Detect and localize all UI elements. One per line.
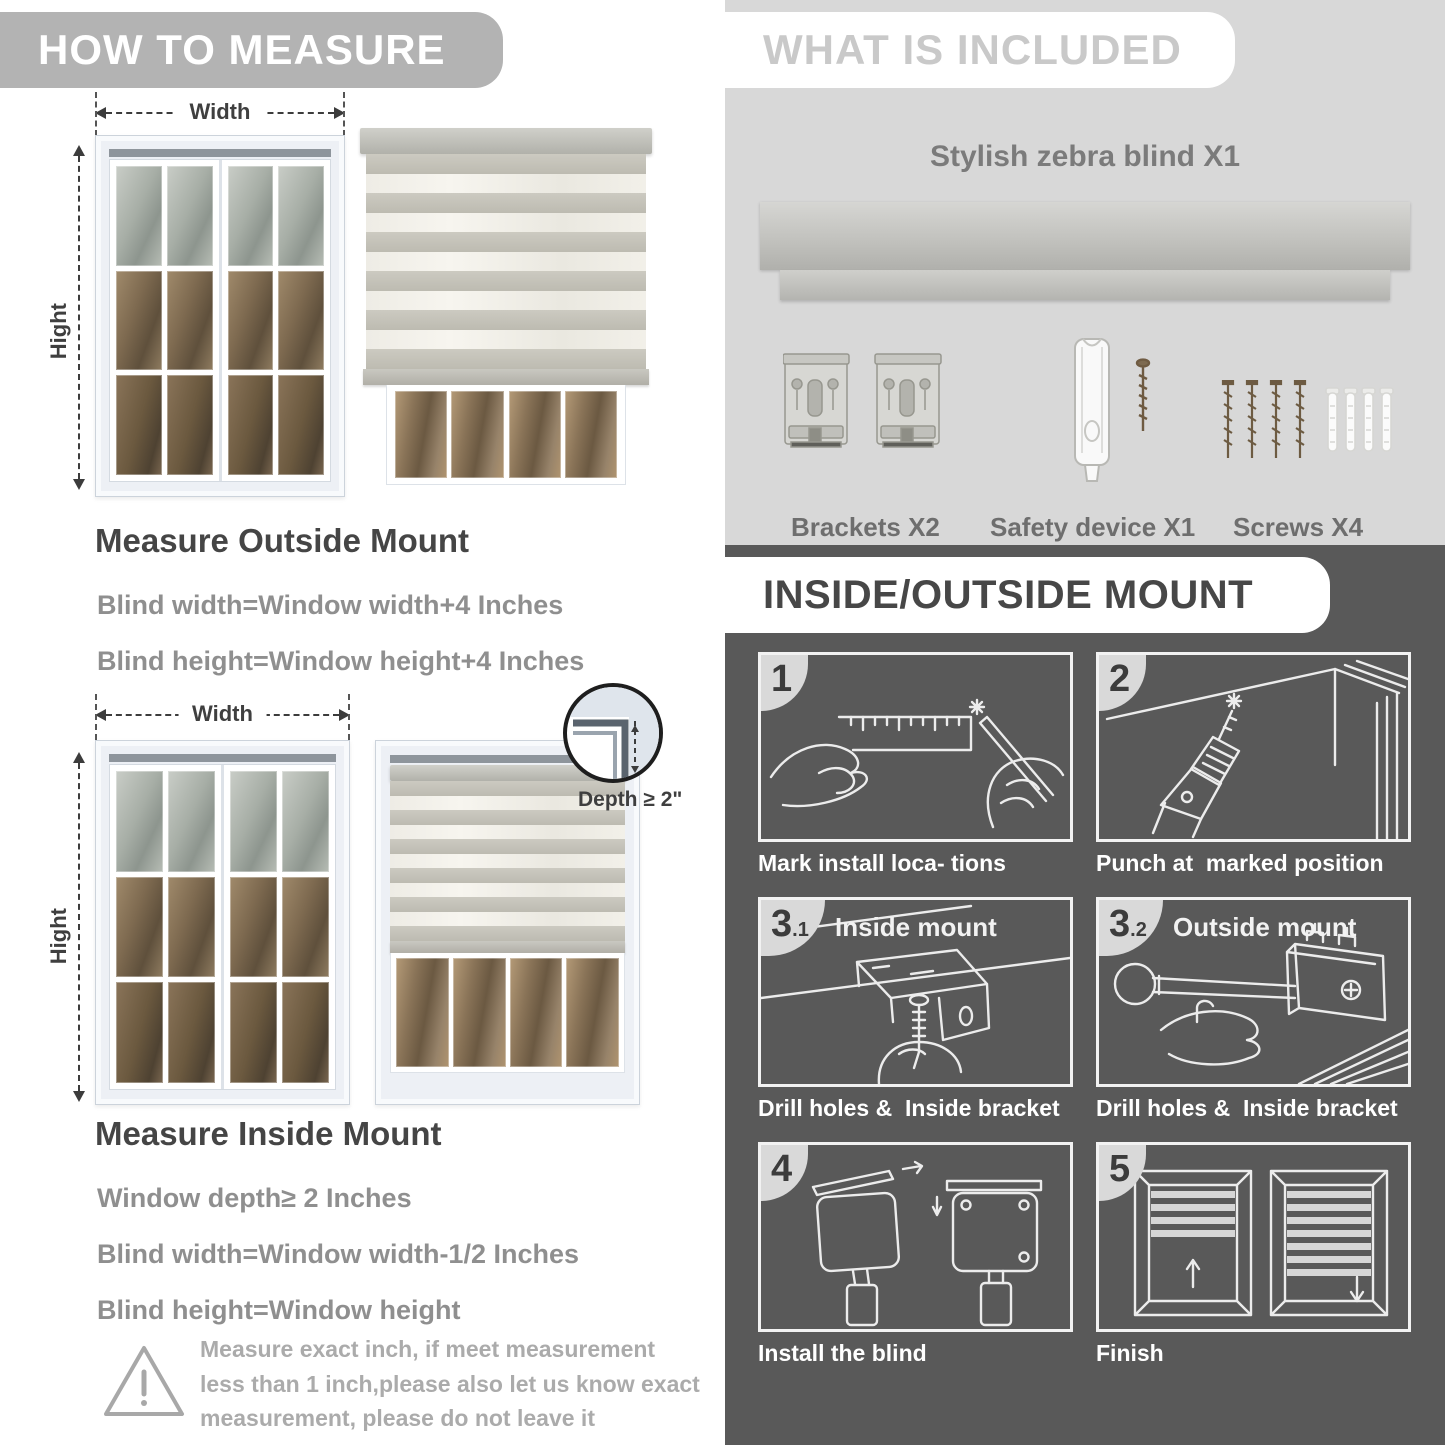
step-5-tile xyxy=(1096,1142,1411,1367)
finish-blinds-illustration xyxy=(1099,1145,1408,1329)
blind-solid-stripe xyxy=(366,310,646,330)
inside-mount-line: Window depth≥ 2 Inches xyxy=(97,1183,412,1213)
mount-instructions-panel xyxy=(725,545,1445,1445)
window-pane xyxy=(282,877,329,978)
blind-solid-stripe xyxy=(366,349,646,369)
window-pane xyxy=(116,271,162,371)
arrow-up-icon xyxy=(73,752,85,763)
window-pane xyxy=(395,391,447,478)
height-dash-line xyxy=(78,156,80,479)
width-label: Width xyxy=(176,99,265,125)
guide-line xyxy=(95,92,97,136)
window-pane xyxy=(282,982,329,1083)
depth-magnifier-circle xyxy=(563,683,663,783)
arrow-down-icon xyxy=(73,1091,85,1102)
blind-sheer-stripe xyxy=(390,825,625,839)
step-caption: Drill holes & Inside bracket xyxy=(1096,1095,1398,1121)
window-pane xyxy=(510,958,563,1067)
outside-mount-line: Blind width=Window width+4 Inches xyxy=(97,590,564,620)
blind-solid-stripe xyxy=(366,154,646,174)
window-pane xyxy=(168,771,215,872)
product-label: Stylish zebra blind X1 xyxy=(929,140,1241,173)
what-is-included-panel xyxy=(725,0,1445,545)
guide-line xyxy=(95,694,97,740)
step-caption: Punch at marked position xyxy=(1096,850,1384,876)
step-3-1-tile xyxy=(758,897,1073,1122)
window-pane xyxy=(167,166,213,266)
brackets-icon xyxy=(783,348,943,488)
frame-corner-detail-icon xyxy=(567,687,659,779)
step-2-tile xyxy=(1096,652,1411,877)
step-3-1-illustration xyxy=(758,897,1073,1087)
depth-label: Depth ≥ 2" xyxy=(578,788,683,811)
height-label: Hight xyxy=(46,900,72,972)
step-badge: 4 xyxy=(761,1145,808,1201)
step-caption: Drill holes & Inside bracket xyxy=(758,1095,1060,1121)
window-pane xyxy=(168,877,215,978)
width-arrow xyxy=(95,99,345,124)
blind-sheer-stripe xyxy=(390,854,625,868)
mount-header xyxy=(725,557,1330,633)
blind-solid-stripe xyxy=(390,926,625,941)
zebra-blind-outside-figure xyxy=(360,128,652,485)
how-to-measure-header xyxy=(0,12,503,88)
window-pane xyxy=(168,982,215,1083)
window-pane xyxy=(116,771,163,872)
window-pane xyxy=(167,375,213,475)
window-track xyxy=(109,149,331,157)
step-5-illustration xyxy=(1096,1142,1411,1332)
window-under-blind xyxy=(386,385,626,485)
item-label-screws: Screws X4 xyxy=(1233,512,1364,542)
window-doors xyxy=(109,159,331,482)
window-pane xyxy=(228,166,274,266)
blind-cassette xyxy=(360,128,652,154)
blind-bottom-rail xyxy=(390,941,625,953)
step-2-illustration xyxy=(1096,652,1411,842)
step-inner-title: Inside mount xyxy=(835,912,997,942)
width-label: Width xyxy=(178,701,267,727)
step-caption: Install the blind xyxy=(758,1340,927,1366)
height-label: Hight xyxy=(46,295,72,367)
step-3-2-tile xyxy=(1096,897,1411,1122)
height-arrow xyxy=(70,145,88,490)
window-door xyxy=(110,160,219,481)
window-photo-inside xyxy=(95,740,350,1105)
blind-sheer-stripe xyxy=(366,174,646,193)
blind-solid-stripe xyxy=(390,810,625,825)
window-pane xyxy=(396,958,449,1067)
guide-line xyxy=(348,694,350,740)
blind-solid-stripe xyxy=(366,232,646,252)
step-badge: 5 xyxy=(1099,1145,1146,1201)
blind-sheer-stripe xyxy=(390,912,625,926)
arrow-down-icon xyxy=(73,479,85,490)
outside-mount-title: Measure Outside Mount xyxy=(95,522,470,559)
window-pane xyxy=(230,877,277,978)
blind-sheer-stripe xyxy=(366,330,646,349)
blind-solid-stripe xyxy=(390,868,625,883)
window-under-blind xyxy=(390,953,625,1073)
item-label-safety-device: Safety device X1 xyxy=(990,512,1196,542)
window-pane xyxy=(278,166,324,266)
window-pane xyxy=(228,271,274,371)
window-pane xyxy=(116,982,163,1083)
step-badge: 1 xyxy=(761,655,808,711)
window-track xyxy=(109,754,336,762)
blind-stripes xyxy=(366,154,646,369)
inside-mount-title: Measure Inside Mount xyxy=(95,1115,442,1152)
guide-line xyxy=(343,92,345,136)
blind-sheer-stripe xyxy=(366,252,646,271)
step-caption: Mark install loca- tions xyxy=(758,850,1006,876)
drill-illustration xyxy=(1099,655,1408,839)
step-4-illustration xyxy=(758,1142,1073,1332)
step-4-tile xyxy=(758,1142,1073,1367)
window-pane xyxy=(566,958,619,1067)
window-pane xyxy=(453,958,506,1067)
measure-warning-text: Measure exact inch, if meet measurement less than 1 inch,please also let us know exact measurement, please do not leave it xyxy=(200,1336,700,1431)
safety-device-icon xyxy=(1055,335,1175,490)
height-arrow xyxy=(70,752,88,1102)
item-label-brackets: Brackets X2 xyxy=(791,512,940,542)
step-3-2-illustration xyxy=(1096,897,1411,1087)
window-photo-outside xyxy=(95,135,345,497)
blind-cassette-photo xyxy=(760,202,1410,270)
how-to-measure-title: HOW TO MEASURE xyxy=(38,26,446,73)
step-badge: 2 xyxy=(1099,655,1146,711)
step-caption: Finish xyxy=(1096,1340,1164,1366)
window-pane xyxy=(282,771,329,872)
step-inner-title: Outside mount xyxy=(1173,912,1357,942)
window-door xyxy=(222,160,331,481)
arrow-up-icon xyxy=(73,145,85,156)
window-pane xyxy=(278,375,324,475)
window-doors xyxy=(109,764,336,1090)
inside-mount-line: Blind width=Window width-1/2 Inches xyxy=(97,1239,580,1269)
blind-bottom-rail xyxy=(363,369,649,385)
window-pane xyxy=(167,271,213,371)
window-pane xyxy=(116,877,163,978)
blind-sheer-stripe xyxy=(390,883,625,897)
step-1-illustration xyxy=(758,652,1073,842)
what-is-included-header xyxy=(725,12,1235,88)
blind-sheer-stripe xyxy=(366,213,646,232)
window-pane xyxy=(451,391,503,478)
window-pane xyxy=(230,982,277,1083)
warning-triangle-icon xyxy=(98,1340,190,1424)
window-door xyxy=(110,765,221,1089)
window-pane xyxy=(509,391,561,478)
screws-icon xyxy=(1220,380,1400,475)
blind-sheer-stripe xyxy=(366,291,646,310)
blind-solid-stripe xyxy=(366,271,646,291)
window-door xyxy=(224,765,335,1089)
window-pane xyxy=(228,375,274,475)
install-blind-illustration xyxy=(761,1145,1070,1329)
what-is-included-title: WHAT IS INCLUDED xyxy=(763,26,1182,73)
blind-solid-stripe xyxy=(390,897,625,912)
window-pane xyxy=(278,271,324,371)
window-pane xyxy=(230,771,277,872)
window-pane xyxy=(565,391,617,478)
width-arrow xyxy=(95,701,350,726)
blind-rail-photo xyxy=(780,270,1390,300)
step-badge: 3 .1 xyxy=(761,900,825,956)
window-pane xyxy=(116,375,162,475)
mount-header-title: INSIDE/OUTSIDE MOUNT xyxy=(763,572,1254,617)
window-pane xyxy=(116,166,162,266)
outside-mount-line: Blind height=Window height+4 Inches xyxy=(97,646,585,676)
blind-solid-stripe xyxy=(390,839,625,854)
blind-solid-stripe xyxy=(366,193,646,213)
step-badge: 3 .2 xyxy=(1099,900,1163,956)
step-1-tile xyxy=(758,652,1073,877)
ruler-marking-illustration xyxy=(761,655,1070,839)
height-dash-line xyxy=(78,763,80,1091)
inside-mount-line: Blind height=Window height xyxy=(97,1295,461,1325)
